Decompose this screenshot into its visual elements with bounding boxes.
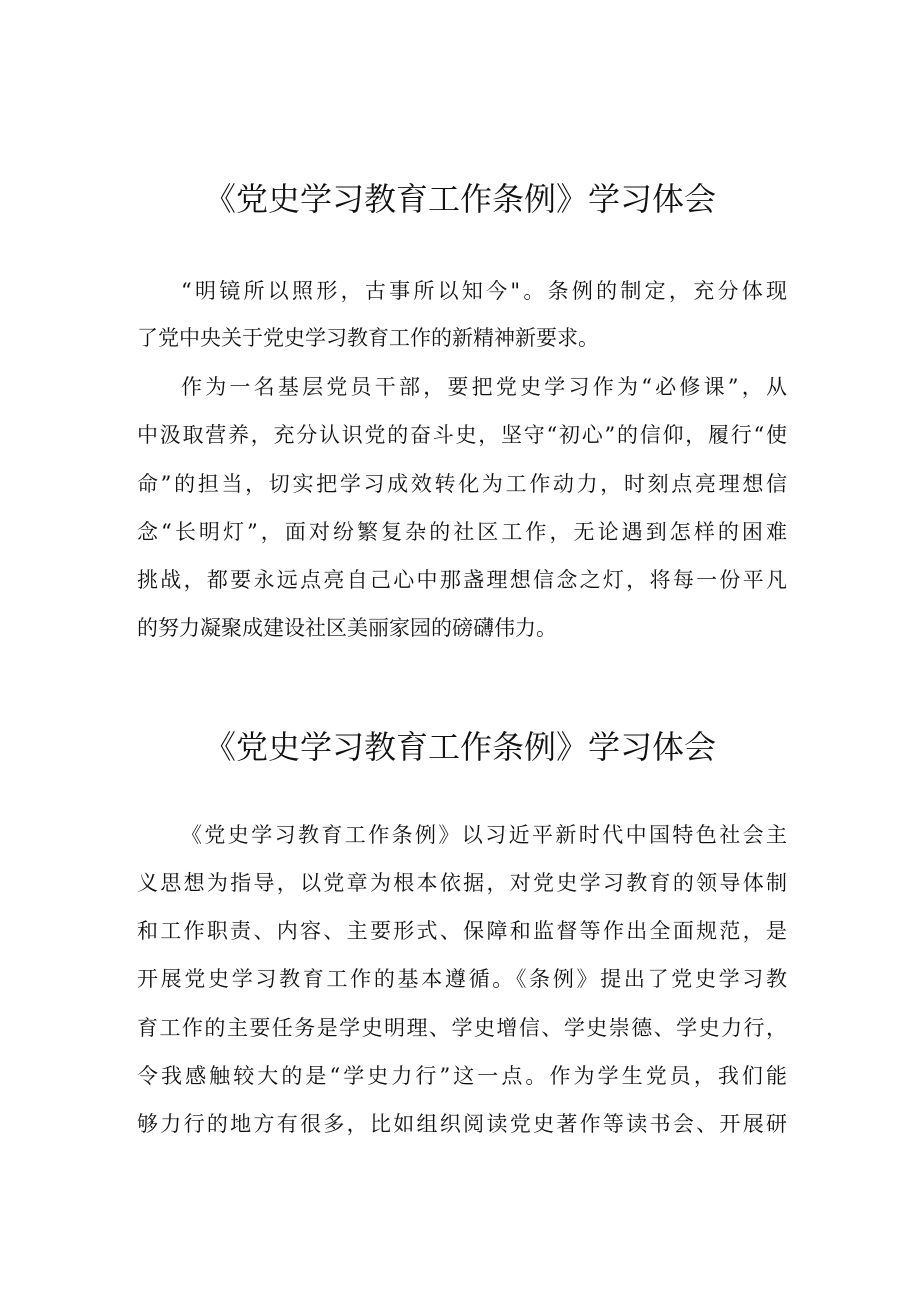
section-1-title: 《党史学习教育工作条例》学习体会 <box>203 180 716 218</box>
section-1-paragraph-2-line-1: 作为一名基层党员干部，要把党史学习作为“必修课”，从 <box>181 375 787 399</box>
section-2-paragraph-1-line-3: 和工作职责、内容、主要形式、保障和监督等作出全面规范，是 <box>137 919 787 943</box>
section-2-paragraph-1-line-7: 够力行的地方有很多，比如组织阅读党史著作等读书会、开展研 <box>137 1112 787 1136</box>
section-1-paragraph-2-line-5: 挑战，都要永远点亮自己心中那盏理想信念之灯，将每一份平凡 <box>137 568 787 592</box>
section-2-paragraph-1-line-1: 《党史学习教育工作条例》以习近平新时代中国特色社会主 <box>181 823 787 847</box>
section-2-paragraph-1-line-2: 义思想为指导，以党章为根本依据，对党史学习教育的领导体制 <box>137 871 787 895</box>
section-2-title: 《党史学习教育工作条例》学习体会 <box>203 728 716 766</box>
section-1-paragraph-2-line-2: 中汲取营养，充分认识党的奋斗史，坚守“初心”的信仰，履行“使 <box>137 423 787 447</box>
section-2-paragraph-1-line-6: 令我感触较大的是“学史力行”这一点。作为学生党员，我们能 <box>137 1064 787 1088</box>
section-2-paragraph-1-line-4: 开展党史学习教育工作的基本遵循。《条例》提出了党史学习教 <box>137 967 787 991</box>
section-1-paragraph-2-line-4: 念“长明灯”，面对纷繁复杂的社区工作，无论遇到怎样的困难 <box>137 520 787 544</box>
section-2-paragraph-1-line-5: 育工作的主要任务是学史明理、学史增信、学史崇德、学史力行， <box>137 1016 787 1040</box>
section-1-paragraph-2-line-3: 命”的担当，切实把学习成效转化为工作动力，时刻点亮理想信 <box>137 472 787 496</box>
section-1-paragraph-1-line-1: “明镜所以照形，古事所以知今"。条例的制定，充分体现 <box>181 279 787 303</box>
section-1-paragraph-1-line-2: 了党中央关于党史学习教育工作的新精神新要求。 <box>137 326 599 350</box>
section-1-paragraph-2-line-6: 的努力凝聚成建设社区美丽家园的磅礴伟力。 <box>137 616 557 640</box>
